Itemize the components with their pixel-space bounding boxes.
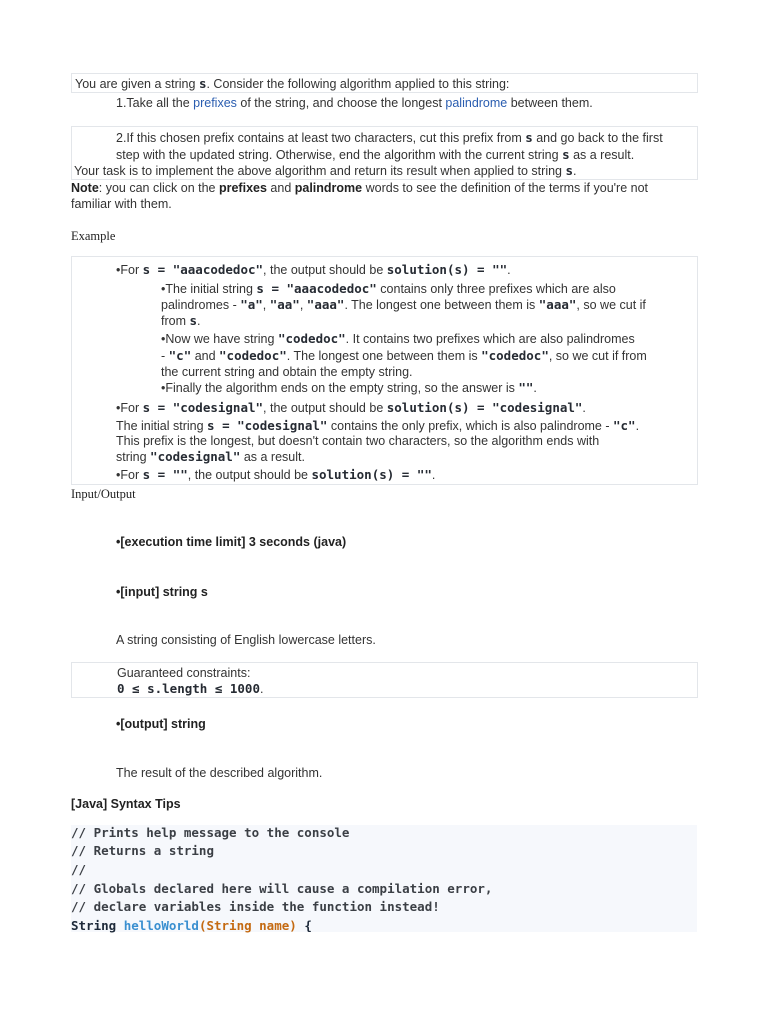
syntax-heading: [Java] Syntax Tips [71,797,181,811]
code-line-4: // Globals declared here will cause a compilation error, [71,881,493,896]
step-1: 1.Take all the prefixes of the string, and choose the longest palindrome between them. [116,96,593,110]
palindrome-link[interactable]: palindrome [445,96,508,110]
function-name: helloWorld [123,918,199,933]
note-line-1: Note: you can click on the prefixes and palindrome words to see the definition of the terms if you're not [71,181,648,195]
example-2a-line-2: This prefix is the longest, but doesn't contain two characters, so the algorithm ends with [116,434,600,448]
note-label: Note [71,181,99,195]
example-1b-line-3: the current string and obtain the empty string. [161,365,413,379]
code-line-1: // Prints help message to the console [71,825,350,840]
example-1a-line-3: from s. [161,313,201,328]
note-line-2: familiar with them. [71,197,172,211]
example-1b-line-1: •Now we have string "codedoc". It contains two prefixes which are also palindromes [161,331,635,346]
input-desc: A string consisting of English lowercase letters. [116,633,376,647]
example-1a-line-2: palindromes - "a", "aa", "aaa". The longest one between them is "aaa", so we cut if [161,297,646,312]
intro-text: You are given a string s. Consider the following algorithm applied to this string: [75,76,510,91]
note-prefixes: prefixes [218,181,267,195]
example-2: •For s = "codesignal", the output should be solution(s) = "codesignal". [116,400,586,415]
example-2a-line-1: The initial string s = "codesignal" contains the only prefix, which is also palindrome - "c". [116,418,640,433]
example-2a-line-3: string "codesignal" as a result. [116,449,305,464]
example-1a-line-1: •The initial string s = "aaacodedoc" contains only three prefixes which are also [161,281,616,296]
code-block [71,825,697,932]
prefixes-link[interactable]: prefixes [193,96,237,110]
code-line-2: // Returns a string [71,843,214,858]
constraints-label: Guaranteed constraints: [117,666,251,680]
example-3: •For s = "", the output should be solution(s) = "". [116,467,436,482]
step-2-line-2: step with the updated string. Otherwise, end the algorithm with the current string s as a result. [116,147,635,162]
code-line-6: String helloWorld(String name) { [71,918,312,933]
note-palindrome: palindrome [294,181,363,195]
code-line-5: // declare variables inside the function instead! [71,899,440,914]
io-heading: Input/Output [71,487,136,501]
step-2-line-1: 2.If this chosen prefix contains at least two characters, cut this prefix from s and go back to the first [116,130,663,145]
output-desc: The result of the described algorithm. [116,766,323,780]
example-heading: Example [71,229,116,243]
intro-s: s [198,76,207,91]
task-text: Your task is to implement the above algorithm and return its result when applied to string s. [74,163,577,178]
function-params: (String name) [198,918,297,933]
example-1c: •Finally the algorithm ends on the empty string, so the answer is "". [161,380,537,395]
output-label: •[output] string [116,717,206,731]
example-1b-line-2: - "c" and "codedoc". The longest one between them is "codedoc", so we cut if from [161,348,647,363]
input-label: •[input] string s [116,585,208,599]
code-line-3: // [71,862,87,877]
constraints-value: 0 ≤ s.length ≤ 1000. [117,681,264,696]
time-limit: •[execution time limit] 3 seconds (java) [116,535,347,549]
example-1: •For s = "aaacodedoc", the output should be solution(s) = "". [116,262,511,277]
